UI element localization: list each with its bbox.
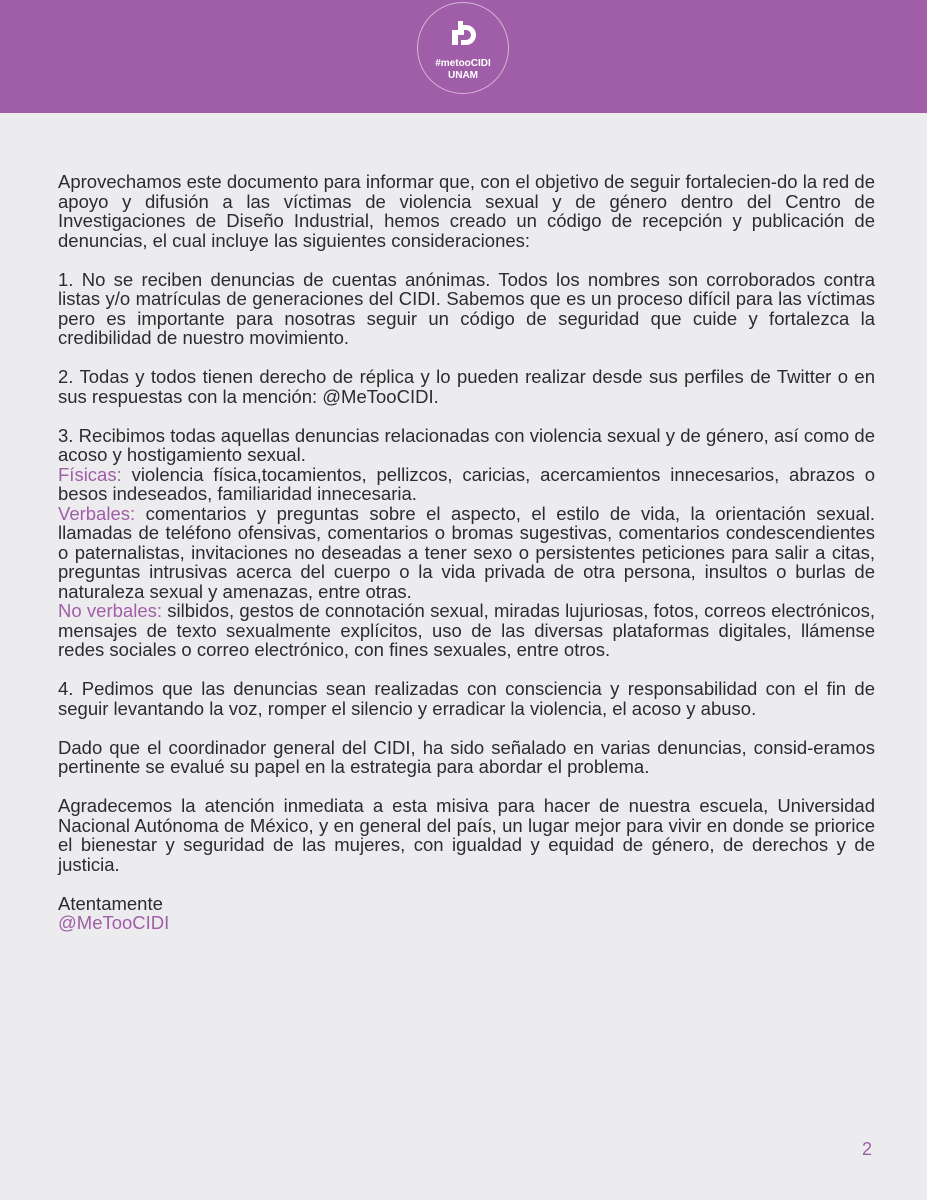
- logo-hashtag: #metooCIDI: [435, 58, 491, 69]
- noverbales-paragraph: [58, 601, 875, 660]
- fisicas-label: Físicas:: [58, 463, 122, 485]
- point-4: 4. Pedimos que las denuncias sean realizadas con consciencia y responsabilidad con el fin de seguir levantando la voz, romper el silencio y erradicar la violencia, el acoso y abuso.: [58, 678, 875, 719]
- verbales-text: comentarios y preguntas sobre el aspecto, el estilo de vida, la orientación sexual. llamadas de teléfono ofensivas, comentarios o bromas sugestivas, comentarios condescendientes o paternalistas, invitaciones no deseadas a tener sexo o persistentes peticiones para salir a citas, preguntas intrusivas acerca del cuerpo o la vida privada de otra persona, insultos o burlas de naturaleza sexual y amenazas, entre otras.: [58, 502, 875, 602]
- coordinator-paragraph: Dado que el coordinador general del CIDI, ha sido señalado en varias denuncias, consid-eramos pertinente se evalué su papel en la estrategia para abordar el problema.: [58, 736, 875, 777]
- noverbales-label: No verbales:: [58, 600, 162, 621]
- intro-paragraph: Aprovechamos este documento para informar que, con el objetivo de seguir fortalecien-do la red de apoyo y difusión a las víctimas de violencia sexual y de género dentro del Centro de Investigaciones de Diseño Industrial, hemos creado un código de recepción y publicación de denuncias, el cual incluye las siguientes consideraciones:: [58, 171, 875, 251]
- closing: Atentamente: [58, 892, 163, 914]
- logo-unam: UNAM: [448, 70, 478, 81]
- verbales-label: Verbales:: [58, 502, 136, 524]
- cidi-logo-icon: [452, 21, 478, 49]
- verbales-paragraph: [58, 504, 875, 602]
- thanks-paragraph: Agradecemos la atención inmediata a esta misiva para hacer de nuestra escuela, Universidad Nacional Autónoma de México, y en general del país, un lugar mejor para vivir en donde se priorice el bienestar y seguridad de las mujeres, con igualdad y equidad de género, de derechos y de justicia.: [58, 795, 875, 875]
- page-number: 2: [861, 1139, 872, 1159]
- fisicas-text: violencia física,tocamientos, pellizcos, caricias, acercamientos innecesarios, abrazos o besos indeseados, familiaridad innecesaria.: [58, 463, 875, 504]
- point-2: 2. Todas y todos tienen derecho de réplica y lo pueden realizar desde sus perfiles de Twitter o en sus respuestas con la mención: @MeTooCIDI.: [58, 366, 875, 407]
- header-bar: [0, 0, 927, 113]
- fisicas-paragraph: [58, 465, 875, 504]
- point-1: 1. No se reciben denuncias de cuentas anónimas. Todos los nombres son corroborados contra listas y/o matrículas de generaciones del CIDI. Sabemos que es un proceso difícil para las víctimas pero es importante para nosotras seguir un código de seguridad que cuide y fortalezca la credibilidad de nuestro movimiento.: [58, 268, 875, 348]
- letter-body: [58, 172, 875, 933]
- point-3: 3. Recibimos todas aquellas denuncias relacionadas con violencia sexual y de género, así como de acoso y hostigamiento sexual.: [58, 424, 875, 465]
- noverbales-text: silbidos, gestos de connotación sexual, miradas lujuriosas, fotos, correos electrónicos, mensajes de texto sexualmente explícitos, uso de las diversas plataformas digitales, llámense redes sociales o correo electrónico, con fines sexuales, entre otros.: [58, 600, 875, 660]
- metoo-cidi-logo: [417, 2, 509, 94]
- signature: @MeTooCIDI: [58, 912, 170, 933]
